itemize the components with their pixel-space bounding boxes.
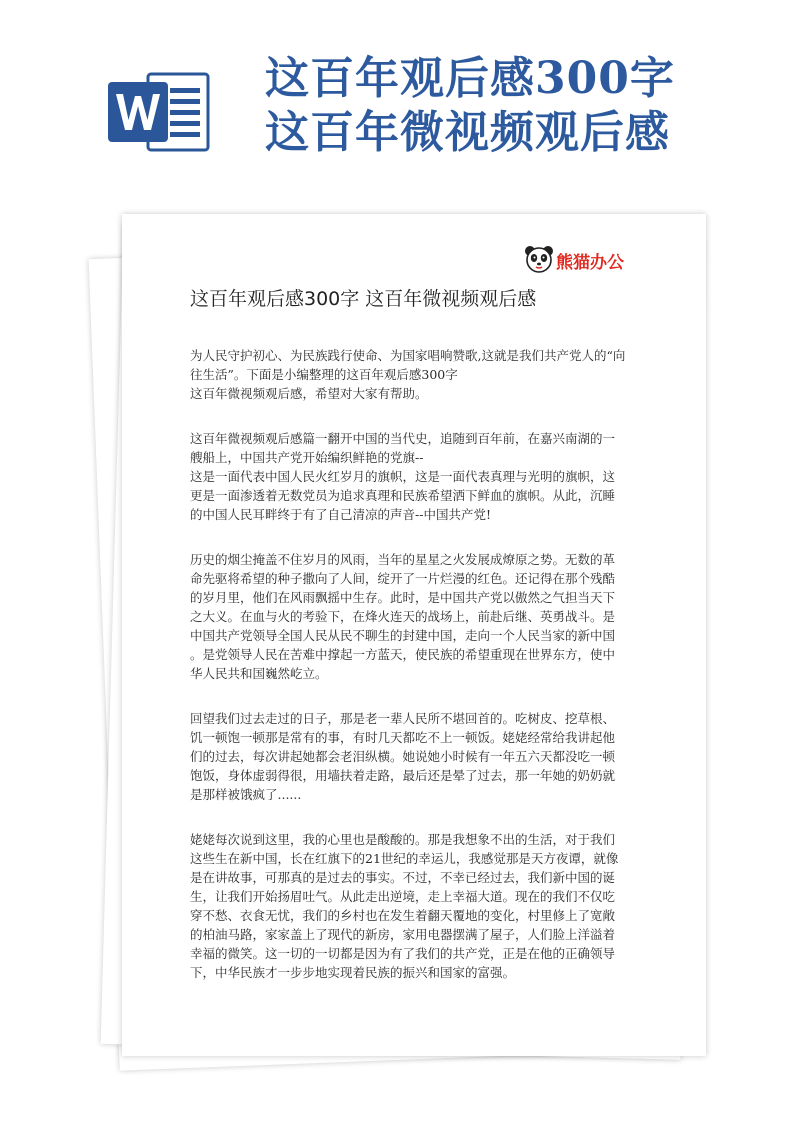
text-line: 历史的烟尘掩盖不住岁月的风雨，当年的星星之火发展成燎原之势。无数的革 [190, 552, 616, 567]
word-document-icon [108, 68, 212, 156]
text-line: 这百年微视频观后感，希望对大家有帮助。 [190, 386, 428, 401]
text-line: 的岁月里，他们在风雨飘摇中生存。此时，是中国共产党以傲然之气担当天下 [190, 590, 616, 605]
text-line: 更是一面渗透着无数党员为追求真理和民族希望洒下鲜血的旗帜。从此，沉睡 [190, 488, 616, 503]
text-line: 姥姥每次说到这里，我的心里也是酸酸的。那是我想象不出的生活，对于我们 [190, 832, 616, 847]
banner-title-line-1: 这百年观后感300字 [265, 53, 675, 104]
text-line: 这是一面代表中国人民火红岁月的旗帜，这是一面代表真理与光明的旗帜，这 [190, 469, 616, 484]
text-line: 这些生在新中国，长在红旗下的21世纪的幸运儿，我感觉那是天方夜谭，就像 [190, 851, 619, 866]
document-title: 这百年观后感300字 这百年微视频观后感 [190, 288, 537, 310]
text-line: 命先驱将希望的种子撒向了人间，绽开了一片烂漫的红色。还记得在那个残酷 [190, 571, 616, 586]
paragraph [190, 346, 630, 403]
document-body [190, 346, 630, 1008]
text-line: 这百年微视频观后感篇一翻开中国的当代史，追随到百年前，在嘉兴南湖的一 [190, 431, 616, 446]
paragraph [190, 550, 630, 683]
panda-icon [524, 244, 554, 274]
text-line: 。是党领导人民在苦难中撑起一方蓝天，使民族的希望重现在世界东方，使中 [190, 647, 616, 662]
text-line: 为人民守护初心、为民族践行使命、为国家唱响赞歌,这就是我们共产党人的“向 [190, 348, 626, 363]
banner-title [265, 52, 785, 160]
text-line: 艘船上，中国共产党开始编织鲜艳的党旗-- [190, 450, 424, 465]
text-line: 往生活”。下面是小编整理的这百年观后感300字 [190, 367, 458, 382]
text-line: 们的过去，每次讲起她都会老泪纵横。她说她小时候有一年五六天都没吃一顿 [190, 749, 616, 764]
banner-title-line-2: 这百年微视频观后感 [265, 107, 670, 158]
text-line: 下，中华民族才一步步地实现着民族的振兴和国家的富强。 [190, 965, 516, 980]
text-line: 的柏油马路，家家盖上了现代的新房，家用电器摆满了屋子，人们脸上洋溢着 [190, 927, 616, 942]
text-line: 的中国人民耳畔终于有了自己清凉的声音--中国共产党! [190, 507, 491, 522]
paragraph [190, 830, 630, 982]
text-line: 华人民共和国巍然屹立。 [190, 666, 328, 681]
text-line: 幸福的微笑。这一切的一切都是因为有了我们的共产党，正是在他的正确领导 [190, 946, 616, 961]
text-line: 饱饭，身体虚弱得很，用墙扶着走路，最后还是晕了过去，那一年她的奶奶就 [190, 768, 616, 783]
text-line: 穿不愁、衣食无忧，我们的乡村也在发生着翻天覆地的变化，村里修上了宽敞 [190, 908, 616, 923]
paragraph [190, 429, 630, 524]
text-line: 是那样被饿疯了...... [190, 787, 302, 802]
text-line: 饥一顿饱一顿那是常有的事，有时几天都吃不上一顿饭。姥姥经常给我讲起他 [190, 730, 616, 745]
paragraph [190, 709, 630, 804]
brand-label: 熊猫办公 [556, 253, 624, 273]
text-line: 回望我们过去走过的日子，那是老一辈人民所不堪回首的。吃树皮、挖草根、 [190, 711, 616, 726]
text-line: 是在讲故事，可那真的是过去的事实。不过，不幸已经过去，我们新中国的诞 [190, 870, 616, 885]
text-line: 之大义。在血与火的考验下，在烽火连天的战场上，前赴后继、英勇战斗。是 [190, 609, 616, 624]
text-line: 中国共产党领导全国人民从民不聊生的封建中国，走向一个人民当家的新中国 [190, 628, 616, 643]
text-line: 生，让我们开始扬眉吐气。从此走出逆境，走上幸福大道。现在的我们不仅吃 [190, 889, 616, 904]
